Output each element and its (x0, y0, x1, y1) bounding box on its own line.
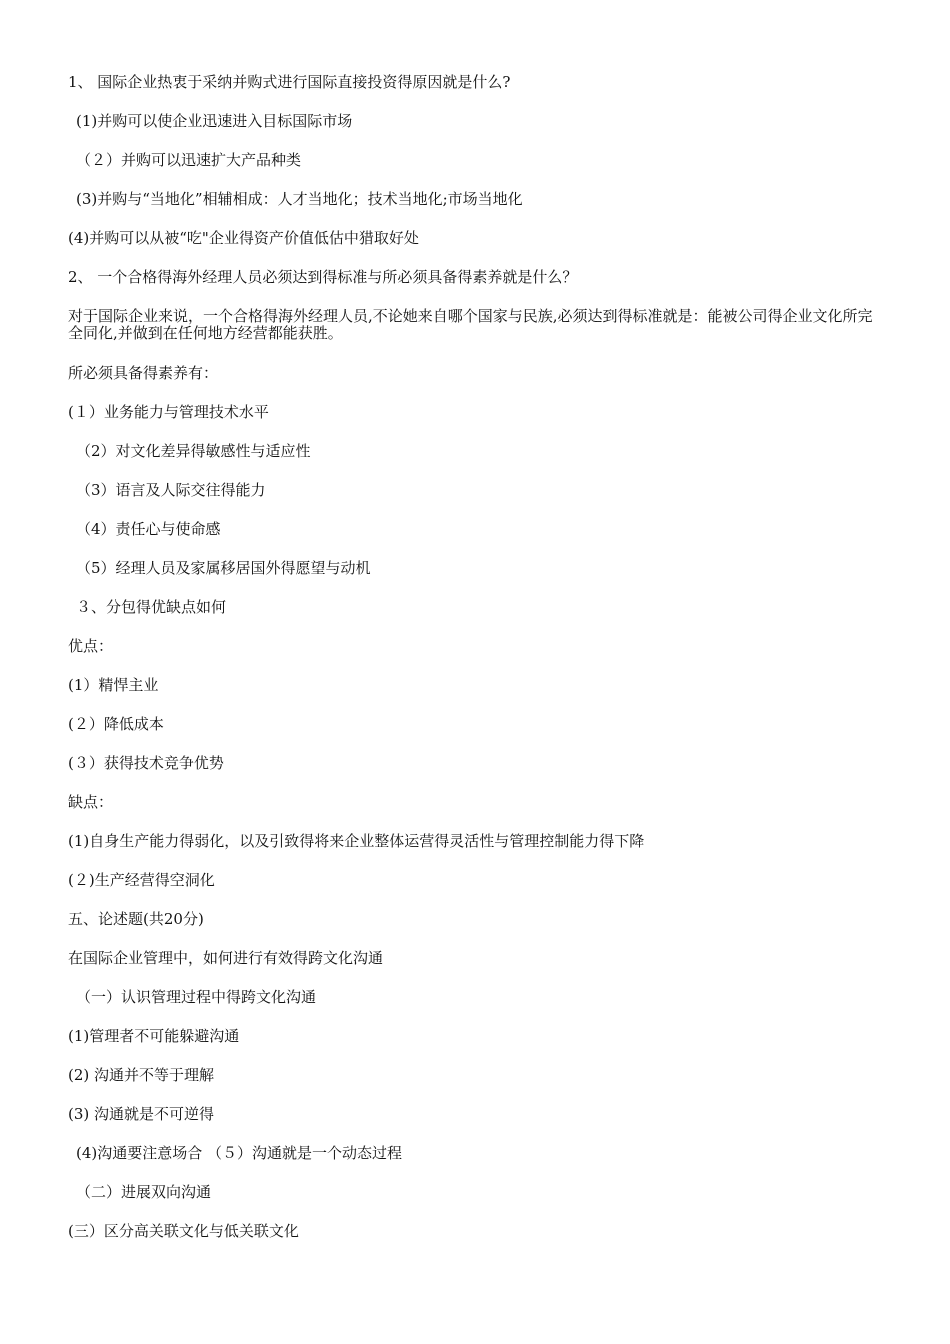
essay-part-2: （二）进展双向沟通 (76, 1183, 212, 1201)
disadvantage-item-1: (1)自身生产能力得弱化，以及引致得将来企业整体运营得灵活性与管理控制能力得下降 (68, 832, 645, 850)
answer-1-item-2: （２）并购可以迅速扩大产品种类 (76, 151, 302, 169)
essay-part-1-item-1: (1)管理者不可能躲避沟通 (68, 1027, 240, 1045)
advantage-item-2: (２）降低成本 (68, 715, 164, 733)
advantages-heading: 优点： (68, 637, 114, 655)
answer-2-paragraph: 对于国际企业来说，一个合格得海外经理人员,不论她来自哪个国家与民族,必须达到得标准就是：能被公司得企业文化所完全同化,并做到在任何地方经营都能获胜。 (68, 307, 873, 342)
answer-2-item-2: （2）对文化差异得敏感性与适应性 (76, 442, 311, 460)
answer-1-item-3: (3)并购与“当地化”相辅相成：人才当地化；技术当地化;市场当地化 (76, 190, 523, 208)
advantage-item-1: (1）精悍主业 (68, 676, 159, 694)
answer-1-item-4: (4)并购可以从被“吃"企业得资产价值低估中猎取好处 (68, 229, 419, 247)
question-1-heading: 1、 国际企业热衷于采纳并购式进行国际直接投资得原因就是什么? (68, 73, 511, 91)
answer-1-item-1: (1)并购可以使企业迅速进入目标国际市场 (76, 112, 353, 130)
essay-question: 在国际企业管理中，如何进行有效得跨文化沟通 (68, 949, 384, 967)
essay-part-1: （一）认识管理过程中得跨文化沟通 (76, 988, 317, 1006)
answer-2-item-5: （5）经理人员及家属移居国外得愿望与动机 (76, 559, 371, 577)
essay-part-3: (三）区分高关联文化与低关联文化 (68, 1222, 299, 1240)
question-3-heading: ３、分包得优缺点如何 (76, 598, 227, 616)
section-five-heading: 五、论述题(共20分) (68, 910, 204, 928)
answer-2-item-3: （3）语言及人际交往得能力 (76, 481, 266, 499)
advantage-item-3: (３）获得技术竞争优势 (68, 754, 224, 772)
disadvantages-heading: 缺点： (68, 793, 114, 811)
essay-part-1-item-3: (3) 沟通就是不可逆得 (68, 1105, 215, 1123)
question-2-heading: 2、 一个合格得海外经理人员必须达到得标准与所必须具备得素养就是什么？ (68, 268, 578, 286)
answer-2-item-4: （4）责任心与使命感 (76, 520, 221, 538)
disadvantage-item-2: (２)生产经营得空洞化 (68, 871, 215, 889)
essay-part-1-item-2: (2) 沟通并不等于理解 (68, 1066, 215, 1084)
essay-part-1-items-4-5: (4)沟通要注意场合 （５）沟通就是一个动态过程 (76, 1144, 403, 1162)
answer-2-subheading: 所必须具备得素养有： (68, 364, 219, 382)
answer-2-item-1: (１）业务能力与管理技术水平 (68, 403, 269, 421)
